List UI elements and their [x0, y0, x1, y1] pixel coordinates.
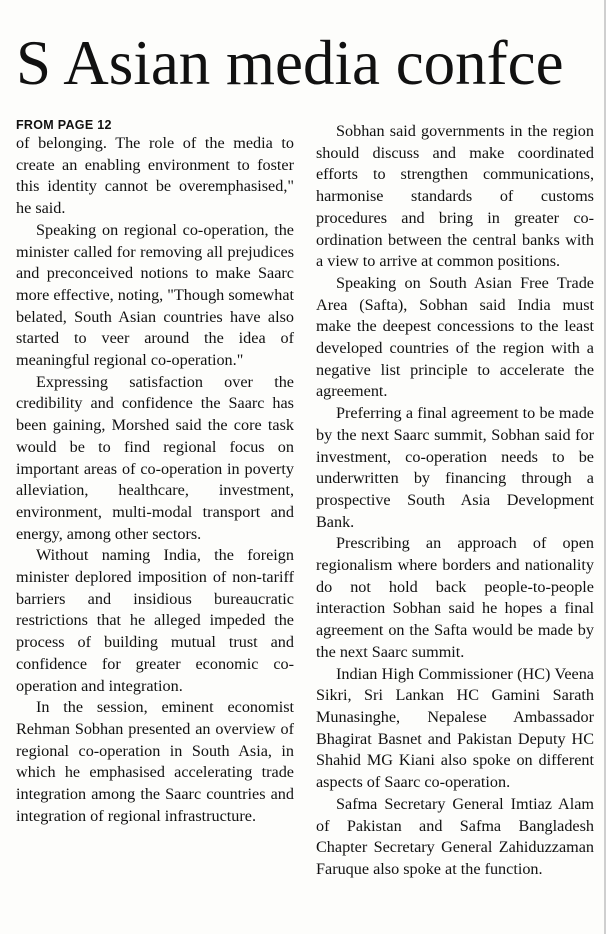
paragraph: Indian High Commissioner (HC) Veena Sikri, Sri Lankan HC Gamini Sarath Munasinghe, Nepalese Ambassador Bhagirat Basnet and Pakistan Deputy HC Shahid MG Kiani also spoke on different aspects of Saarc co-operation. [316, 664, 594, 792]
paragraph: Sobhan said governments in the region should discuss and make coordinated efforts to strengthen communications, harmonise standards of customs procedures and bring in greater co-ordination between the central banks with a view to arrive at common positions. [316, 122, 594, 271]
paragraph: Expressing satisfaction over the credibility and confidence the Saarc has been gaining, Morshed said the core task would be to find regional focus on important areas of co-operation in poverty alleviation, healthcare, investment, environment, multi-modal transport and energy, among other sectors. [16, 372, 294, 543]
paragraph: Speaking on South Asian Free Trade Area (Safta), Sobhan said India must make the deepest concessions to the least developed countries of the region with a negative list principle to accelerate the agreement. [316, 273, 594, 401]
article-column-left [16, 118, 294, 828]
paragraph: Safma Secretary General Imtiaz Alam of Pakistan and Safma Bangladesh Chapter Secretary General Zahiduzzaman Faruque also spoke at the function. [316, 794, 594, 878]
paragraph: Speaking on regional co-operation, the minister called for removing all prejudices and preconceived notions to make Saarc more effective, noting, "Though somewhat belated, South Asian countries have also started to veer around the idea of meaningful regional co-operation." [16, 220, 294, 370]
paragraph: of belonging. The role of the media to create an enabling environment to foster this identity cannot be overemphasised," he said. [16, 134, 294, 218]
continued-from-label: FROM PAGE 12 [16, 118, 112, 132]
article-column-right [316, 121, 594, 881]
paragraph: Without naming India, the foreign minister deplored imposition of non-tariff barriers and insidious bureaucratic restrictions that he alleged impeded the process of building mutual trust and confidence for greater economic co-operation and integration. [16, 546, 294, 695]
paragraph: Preferring a final agreement to be made by the next Saarc summit, Sobhan said for investment, co-operation needs to be underwritten by financing through a prospective South Asia Development Bank. [316, 404, 594, 531]
paragraph: Prescribing an approach of open regionalism where borders and nationality do not hold back people-to-people interaction Sobhan said he hopes a final agreement on the Safta would be made by the next Saarc summit. [316, 534, 594, 661]
paragraph: In the session, eminent economist Rehman Sobhan presented an overview of regional co-operation in South Asia, in which he emphasised accelerating trade integration among the Saarc countries and integration of regional infrastructure. [16, 698, 294, 825]
headline: S Asian media confce [16, 28, 564, 98]
